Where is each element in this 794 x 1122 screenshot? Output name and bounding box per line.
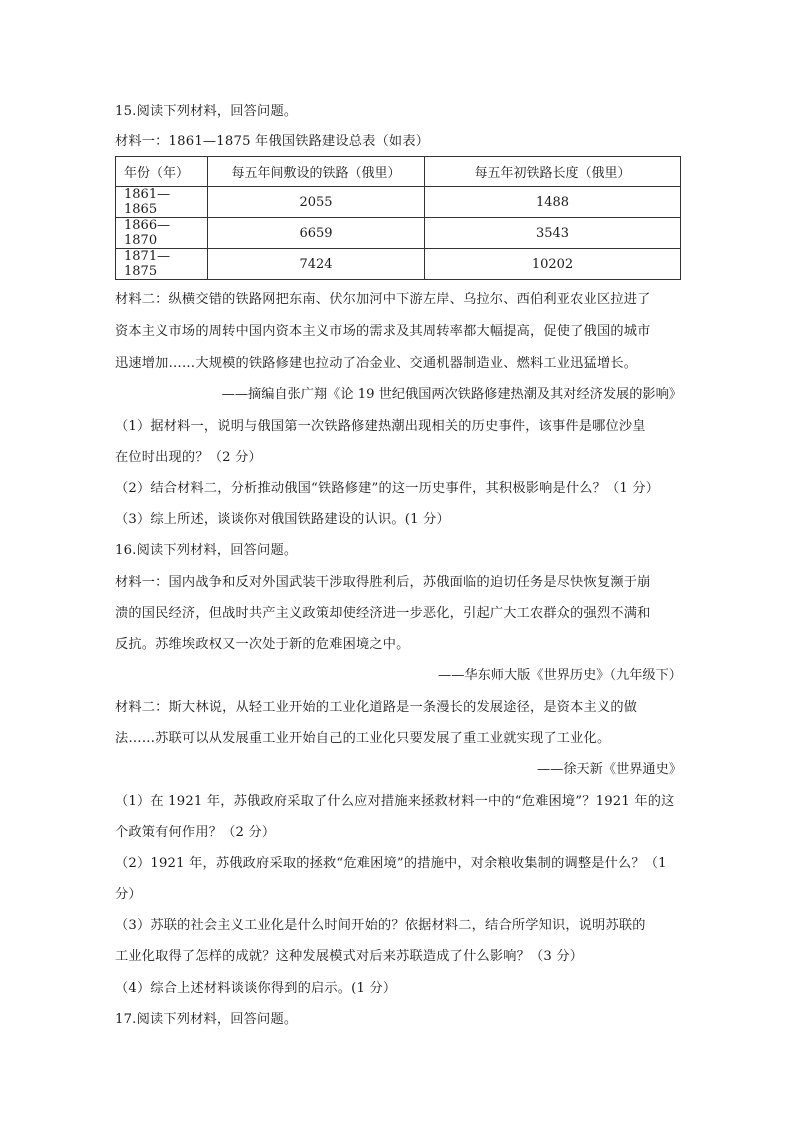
table-row bbox=[116, 249, 681, 280]
table-cell: 2055 bbox=[208, 187, 425, 218]
table-header-row bbox=[116, 157, 681, 187]
q15-question-line: （2）结合材料二，分析推动俄国“铁路修建”的这一历史事件，其积极影响是什么？（1 分） bbox=[115, 481, 660, 496]
q15-material2-line: 迅速增加……大规模的铁路修建也拉动了冶金业、交通机器制造业、燃料工业迅猛增长。 bbox=[115, 356, 638, 371]
table-row bbox=[116, 187, 681, 218]
table-header-cell: 每五年间敷设的铁路（俄里） bbox=[208, 157, 425, 187]
q16-source1: ——华东师大版《世界历史》（九年级下） bbox=[438, 668, 682, 683]
table-header-cell: 年份（年） bbox=[116, 157, 208, 187]
q16-question-line: 工业化取得了怎样的成就？这种发展模式对后来苏联造成了什么影响？（3 分） bbox=[115, 949, 584, 964]
table-cell: 3543 bbox=[425, 218, 681, 249]
railway-table bbox=[115, 156, 681, 280]
q15-material2-line: 材料二：纵横交错的铁路网把东南、伏尔加河中下游左岸、乌拉尔、西伯利亚农业区拉进了 bbox=[115, 292, 651, 307]
table-row bbox=[116, 218, 681, 249]
q15-material2-line: 资本主义市场的周转中国内资本主义市场的需求及其周转率都大幅提高，促使了俄国的城市 bbox=[115, 324, 651, 339]
table-cell: 7424 bbox=[208, 249, 425, 280]
q16-question-line: 个政策有何作用？（2 分） bbox=[115, 825, 276, 840]
q15-question-line: 在位时出现的？（2 分） bbox=[115, 450, 262, 465]
table-cell: 6659 bbox=[208, 218, 425, 249]
q15-question-line: （1）据材料一，说明与俄国第一次铁路修建热潮出现相关的历史事件，该事件是哪位沙皇 bbox=[115, 419, 646, 434]
q15-source: ——摘编自张广翔《论 19 世纪俄国两次铁路修建热潮及其对经济发展的影响》 bbox=[221, 387, 682, 402]
q16-question-line: （3）苏联的社会主义工业化是什么时间开始的？依据材料二，结合所学知识，说明苏联的 bbox=[115, 918, 646, 933]
q16-material2-line: 法……苏联可以从发展重工业开始自己的工业化只要发展了重工业就实现了工业化。 bbox=[115, 731, 611, 746]
q16-question-line: 分） bbox=[115, 887, 142, 902]
q15-heading: 15.阅读下列材料，回答问题。 bbox=[115, 104, 298, 119]
q16-material1-line: 溃的国民经济，但战时共产主义政策却使经济进一步恶化，引起广大工农群众的强烈不满和 bbox=[115, 606, 651, 621]
table-cell: 10202 bbox=[425, 249, 681, 280]
q16-material1-line: 反抗。苏维埃政权又一次处于新的危难困境之中。 bbox=[115, 637, 410, 652]
q16-material2-line: 材料二：斯大林说，从轻工业开始的工业化道路是一条漫长的发展途径，是资本主义的做 bbox=[115, 700, 638, 715]
table-cell: 1861—1865 bbox=[116, 187, 208, 218]
table-cell: 1488 bbox=[425, 187, 681, 218]
q16-question-line: （2）1921 年，苏俄政府采取的拯救“危难困境”的措施中，对余粮收集制的调整是什么？（1 bbox=[115, 856, 667, 871]
q16-heading: 16.阅读下列材料，回答问题。 bbox=[115, 543, 298, 558]
q15-question-line: （3）综上所述，谈谈你对俄国铁路建设的认识。(1 分） bbox=[115, 512, 450, 527]
table-header-cell: 每五年初铁路长度（俄里） bbox=[425, 157, 681, 187]
q16-source2: ——徐天新《世界通史》 bbox=[536, 762, 682, 777]
q16-question-line: （4）综合上述材料谈谈你得到的启示。(1 分） bbox=[115, 981, 397, 996]
table-cell: 1871—1875 bbox=[116, 249, 208, 280]
q16-question-line: （1）在 1921 年，苏俄政府采取了什么应对措施来拯救材料一中的“危难困境”？1921 年的这 bbox=[115, 794, 675, 809]
q15-material1-title: 材料一：1861—1875 年俄国铁路建设总表（如表） bbox=[115, 134, 430, 149]
q16-material1-line: 材料一：国内战争和反对外国武装干涉取得胜利后，苏俄面临的迫切任务是尽快恢复濒于崩 bbox=[115, 575, 651, 590]
q17-heading: 17.阅读下列材料，回答问题。 bbox=[115, 1012, 298, 1027]
table-cell: 1866—1870 bbox=[116, 218, 208, 249]
